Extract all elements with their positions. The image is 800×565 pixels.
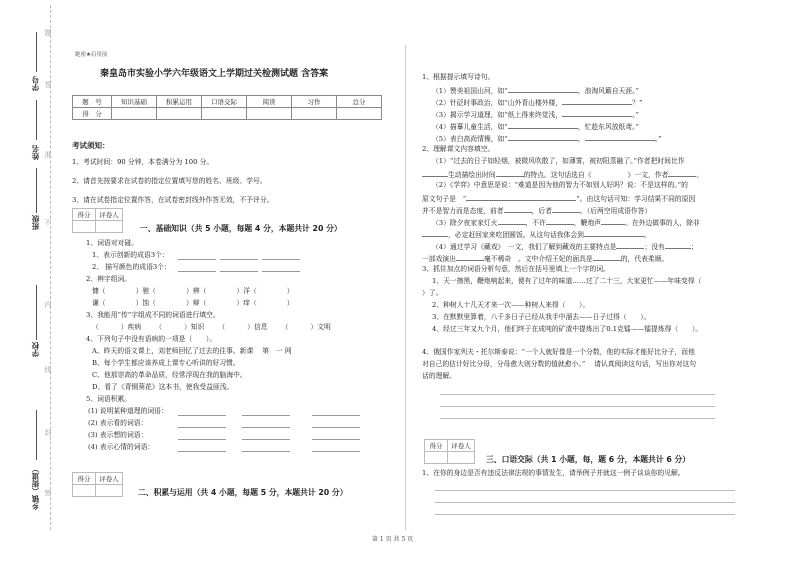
char-item: 慷（ [92,287,106,295]
question-text: 对自己的估计好比分母，分母愈大则分数的值就愈小。” 请认真阅读这句话，写出你对这句 [422,360,697,368]
text: ，鞭炮声 [573,219,602,227]
score-table-score-row [73,108,382,120]
char-item: ）蚀（ [135,299,156,307]
score-cell: 习作 [292,96,337,108]
text: 。在外边做事的人，除非 [625,219,700,227]
column-divider [405,45,406,530]
township-label: 乡镇（街道） [31,465,40,510]
answer-line[interactable] [435,514,735,515]
question: 2、辨字组词。 [86,275,132,283]
student-id-label: 学号 [31,76,40,91]
answer-blank[interactable] [262,259,300,260]
question [92,264,171,271]
fill-line [422,230,651,239]
question-text: 2、 描写颜色的成语3个： [92,263,171,271]
answer-blank[interactable] [312,427,360,428]
poem-line [432,110,639,119]
question-text: 4、经过三年又九个月，他们终于在成吨的矿渣中提炼出了0.1克镭——镭提炼得（ ）。 [432,325,703,333]
grade-box [424,439,475,464]
answer-blank[interactable] [312,451,360,452]
question: 1、根据提示填写诗句。 [422,73,495,81]
question-text: 话的理解。 [422,372,456,380]
answer-blank[interactable] [546,218,574,225]
seal-char: 内 [44,301,52,309]
text: ，后者 [531,207,552,215]
answer-line[interactable] [440,418,715,419]
answer-blank[interactable] [220,271,258,272]
question-text: （2）《学弈》中意思是说：“难道是因为他的智力不如别人好吗？说：不是这样的。”的 [432,181,688,189]
question: 5、词语积累。 [86,395,132,403]
text: ？” [632,99,643,107]
score-input[interactable] [292,108,337,120]
text: 。” [632,111,640,119]
char-item: ）辩（ [185,299,207,307]
fill-line [422,254,668,263]
char-row [92,300,294,307]
answer-line[interactable] [440,394,715,395]
answer-blank[interactable] [585,134,655,141]
poem-line [432,86,639,95]
grade-box-score-label: 得分 [425,440,448,452]
text: 并不是智力而是态度，前者 [422,207,504,215]
poem-line [432,122,639,131]
text: 。（后两空用成语作答） [579,207,652,215]
answer-blank[interactable] [562,110,632,117]
text: ， [577,135,585,143]
answer-blank[interactable] [593,254,621,261]
question: 3、抓住加点的词语分析句意，然后在括号里填上一个字的词。 [422,265,610,273]
score-input[interactable] [112,108,157,120]
margin-line [36,100,37,140]
seal-char: 不 [44,219,52,227]
question: 4、俄国作家列夫・托尔斯泰说：“一个人就好像是一个分数，他的实际才能好比分子，而他 [422,348,695,356]
option: D、看了《青铜葵花》这本书，使我受益匪浅。 [92,383,234,391]
answer-blank[interactable] [508,122,578,129]
answer-blank[interactable] [498,218,526,225]
char-item: ）辨（ [185,287,207,295]
question: 1、词语对对碰。 [86,239,138,247]
answer-blank[interactable] [668,170,696,177]
answer-blank[interactable] [584,230,644,237]
section-1-heading: 一、基础知识（共 5 小题，每题 4 分，本题共计 20 分） [140,224,342,233]
answer-blank[interactable] [422,230,448,237]
answer-blank[interactable] [242,415,290,416]
char-item: ） [286,287,294,295]
grade-box-grader-label: 评卷人 [448,440,475,452]
answer-blank[interactable] [178,427,226,428]
text: ；没有 [644,243,665,251]
section-3-heading: 三、口语交际（共 1 小题，每，题 6 分，本题共计 6 分） [486,455,691,464]
poem-line [432,134,661,143]
question [92,252,169,259]
question: 1、在你的身边是否有违反法律法规的事情发生，请举例子并就这一例子谈谈你的见解。 [422,469,685,477]
score-input[interactable] [337,108,382,120]
question-text: 2、种树人十几天才来一次——种树人来得（ ）。 [432,301,590,309]
section-2-heading: 二、积累与运用（共 4 小题，每题 5 分，本题共计 20 分） [138,488,348,497]
grade-box-score-label: 得分 [73,473,96,485]
answer-blank[interactable] [242,451,290,452]
char-item: ）洋（ [236,287,257,295]
text: 的，代表柔顺。 [620,255,669,263]
char-item: ）痒（ [236,299,257,307]
answer-blank[interactable] [312,415,360,416]
answer-blank[interactable] [508,86,578,93]
fill-line [432,218,700,227]
answer-blank[interactable] [504,206,532,213]
question-text: (4) 表示心情的词语： [88,443,155,451]
text: （1）赞美祖国山河，如“ [432,87,508,95]
text: （2）针砭时事政治，如“山外青山楼外楼， [432,99,563,107]
text: 。” [654,135,662,143]
fill-row [92,324,331,331]
grade-box-grader-input[interactable] [448,452,475,464]
score-cell: 阅读 [247,96,292,108]
margin-line [36,410,37,460]
answer-blank[interactable] [242,427,290,428]
fill-line [432,242,698,251]
answer-line[interactable] [435,490,735,491]
option: B、每个学生都应该养成上课专心听讲的好习惯。 [92,359,240,367]
school-label: 学校 [31,342,40,357]
text: （3）除夕夜家家灯火 [432,219,498,227]
option: C、他那崇高的革命品质，经常浮现在我的脑海中。 [92,371,247,379]
text: 的特点。这句话选自《 [523,171,592,179]
text: 毫不稀奇 。文中介绍王妃的面具是 [483,255,593,263]
bracket: （ [155,323,162,331]
question-text: 3、在默默里算着，八千多日子已经从我手中溜去——日子过得（ ）。 [432,313,651,321]
margin-line [36,168,37,213]
answer-blank[interactable] [456,254,484,261]
score-table-header-row [73,96,382,108]
score-cell: 得 分 [73,108,112,120]
grade-box-score-input[interactable] [425,452,448,464]
score-input[interactable] [202,108,247,120]
question: 3、我能用“传”字组成不同的词语进行填空。 [86,311,220,319]
seal-char: 线 [44,366,52,374]
class-label: 班级 [31,215,40,230]
answer-blank[interactable] [178,271,216,272]
char-item: ） [286,299,294,307]
score-input[interactable] [247,108,292,120]
poem-line [432,98,642,107]
name-label: 姓名 [31,145,40,160]
answer-blank[interactable] [178,415,226,416]
page-number: 第 1 页 共 5 页 [372,536,414,543]
question-text: (2) 表示看的词语： [88,419,148,427]
score-cell: 总分 [337,96,382,108]
seal-char: 密 [44,489,52,497]
margin-line [36,285,37,340]
answer-blank[interactable] [466,194,576,201]
answer-blank[interactable] [552,206,580,213]
option: A、昨天的语文课上，刘老师回忆了过去的往事。新课 第 一 网 [92,347,292,355]
question-text: 1、天一擦黑，鞭炮响起来，便有了过年的味道……过了二十三，大家更忙——年味变得（ [432,277,702,285]
text: 生动描绘出时间 [448,171,496,179]
bracket: （ [92,323,99,331]
seal-char: 封 [44,429,52,437]
question-text: (1) 说明某种道理的词语： [88,407,168,415]
question: 4、下列句子中没有语病的一项是（ ）。 [86,335,217,343]
fill-line [422,194,695,203]
score-input[interactable] [157,108,202,120]
fill-word: ）文明 [310,323,331,331]
question-text: ）了。 [422,289,443,297]
question-text: 1、表示创新的成语3个： [92,251,169,259]
score-cell: 口语交际 [202,96,247,108]
grade-box [72,208,123,233]
grade-box-grader-input[interactable] [96,221,123,233]
question: 2、理解课文内容填空。 [422,145,495,153]
grade-box-grader-label: 评卷人 [96,209,123,221]
text: ； [690,243,698,251]
char-item: ）驰（ [135,287,156,295]
fill-word: ）疾病 [120,323,142,331]
score-cell: 知识基础 [112,96,157,108]
answer-blank[interactable] [262,271,300,272]
notice-item: 3、请在试卷指定位置作答，在试卷密封线外作答无效，不予评分。 [72,196,274,204]
secret-label: 絶密★启用前 [75,52,108,58]
answer-blank[interactable] [242,439,290,440]
answer-line[interactable] [435,502,735,503]
score-table [72,95,382,120]
page-title: 秦皇岛市实验小学六年级语文上学期过关检测试题 含答案 [100,69,329,79]
grade-box-grader-input[interactable] [96,485,123,497]
notice-item: 2、请首先按要求在试卷的指定位置填写您的姓名、班级、学号。 [72,177,267,185]
margin-line [36,32,37,72]
grade-box [72,472,123,497]
notice-heading: 考试须知： [72,141,110,150]
answer-line[interactable] [440,406,715,407]
text: 。 [696,171,704,179]
bracket: （ [281,323,289,331]
text: 。 [643,231,651,239]
bracket: （ [218,323,226,331]
char-row [92,288,294,295]
answer-blank[interactable] [422,170,448,177]
answer-blank[interactable] [312,439,360,440]
question-text: （1）“过去的日子如轻烟，被微风吹散了，如薄雾，被初阳蒸融了。”作者把时间比作 [432,157,685,165]
seal-char: 答 [44,81,52,89]
text: （3）揭示学习道理，如“纸上得来终觉浅， [432,111,563,119]
text: 原文句子是 “ [422,195,467,203]
text: ，忙趁东风放纸鸢。” [577,123,640,131]
answer-blank[interactable] [496,170,524,177]
answer-blank[interactable] [178,451,226,452]
answer-blank[interactable] [616,242,644,249]
text: （4）通过学习《藏戏》 一文，我们了解到藏戏的主要特点是 [432,243,617,251]
grade-box-score-label: 得分 [73,209,96,221]
seal-char: 题 [44,29,52,37]
answer-blank[interactable] [178,439,226,440]
fill-word: ）知识 [183,323,205,331]
question-text: (3) 表示想的词语： [88,431,148,439]
answer-blank[interactable] [601,218,625,225]
answer-blank[interactable] [220,259,258,260]
score-cell: 积累运用 [157,96,202,108]
answer-blank[interactable] [562,98,632,105]
grade-box-grader-label: 评卷人 [96,473,123,485]
char-item: 谦（ [92,299,106,307]
grade-box-score-input[interactable] [73,221,96,233]
notice-item: 1、考试时间：90 分钟，本卷满分为 100 分。 [72,158,214,166]
answer-blank[interactable] [508,134,578,141]
text: ，不许 [525,219,546,227]
seal-char: 准 [44,151,52,159]
text: 一部戏演出 [422,255,456,263]
text: ，浪淘风簸自天涯。” [577,87,640,95]
text: 》一文，作者 [627,171,669,179]
text: ”。由这句话可知：学习结果不同的原因 [576,195,696,203]
fill-line [422,170,703,179]
fill-word: ）信息 [247,323,268,331]
score-cell: 题 号 [73,96,112,108]
text: （4）描摹儿童生活，如“ [432,123,508,131]
answer-blank[interactable] [178,259,216,260]
text: ，必定赶回家来吃团圆饭。从这句话我体会到 [448,231,584,239]
grade-box-score-input[interactable] [73,485,96,497]
text: （5）表白高尚情操，如“ [432,135,508,143]
fill-line [422,206,651,215]
answer-blank[interactable] [665,242,691,249]
